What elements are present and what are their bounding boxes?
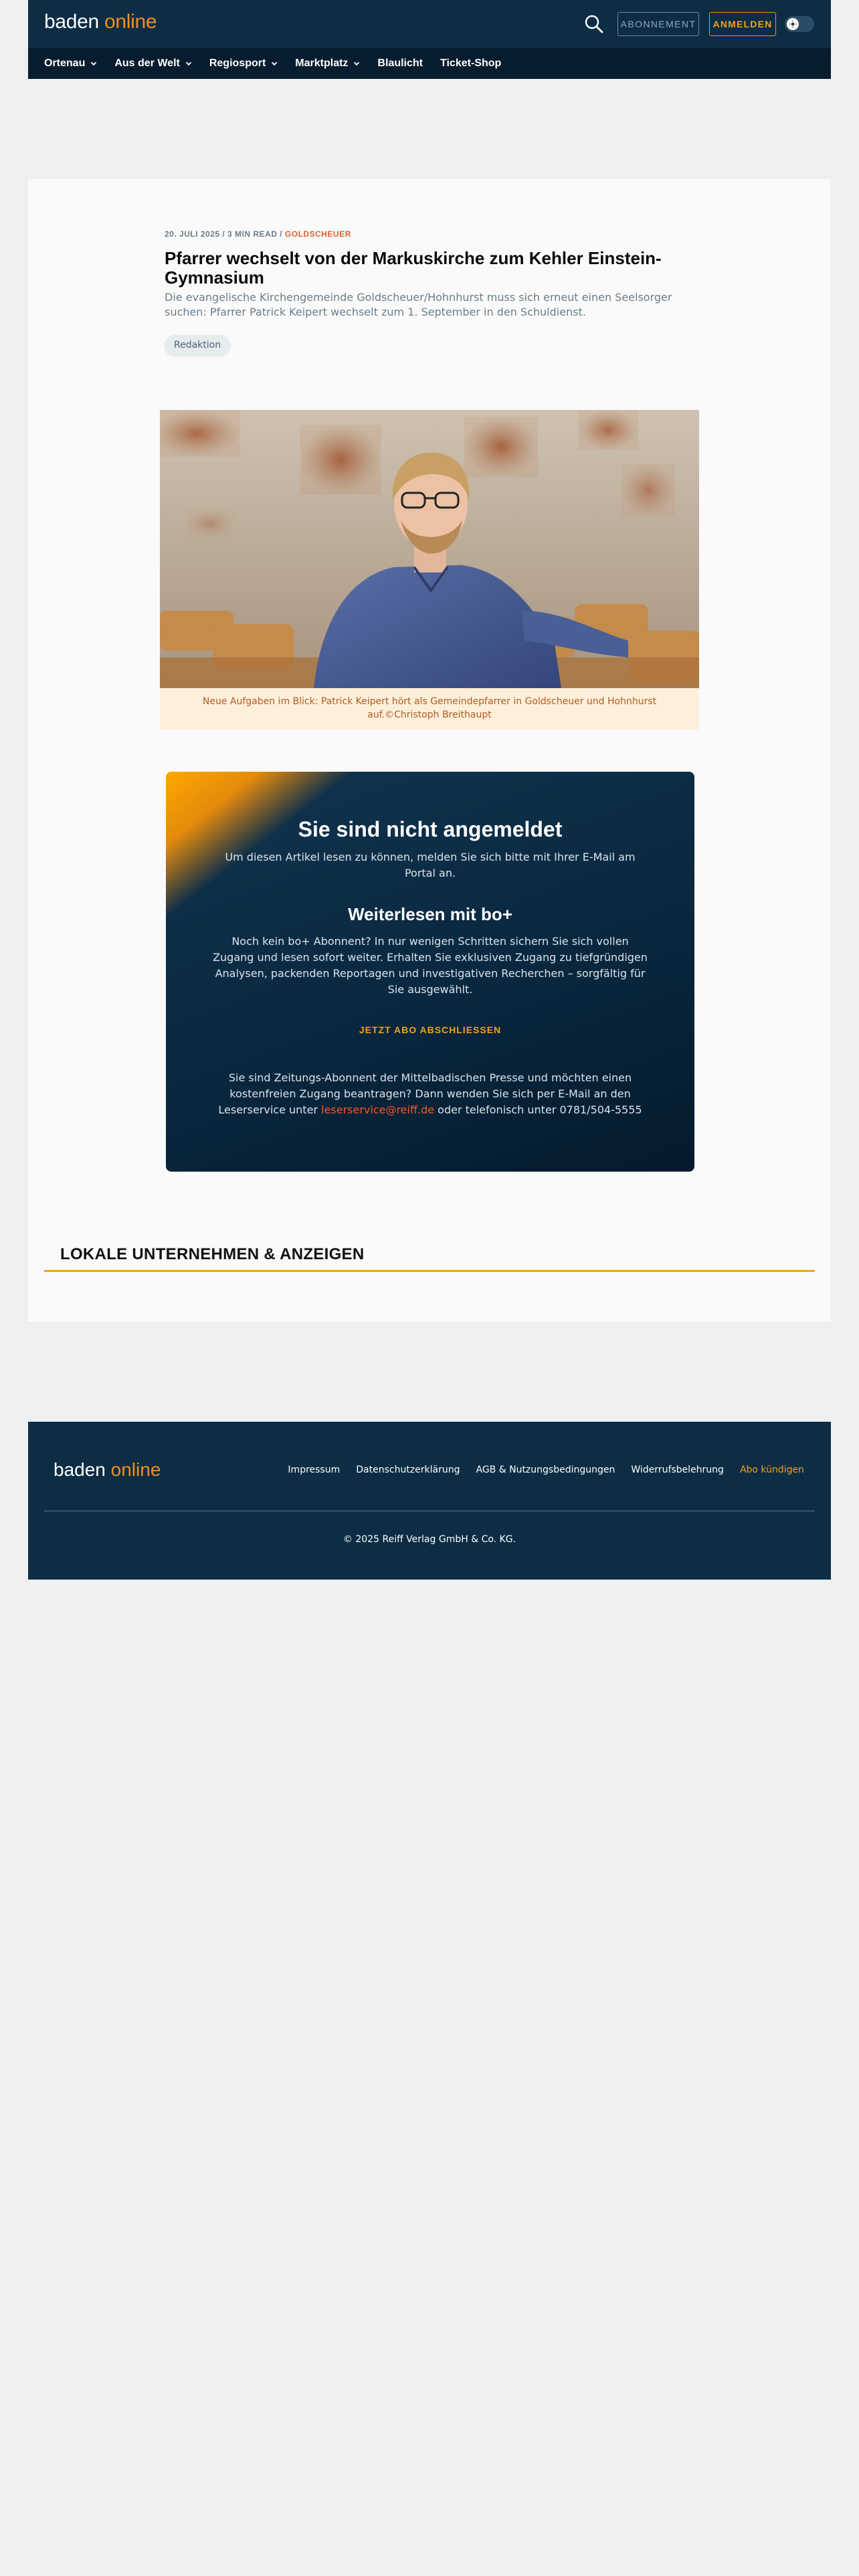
article-card: [28, 179, 831, 1321]
article-date-readtime: 20. JULI 2025 / 3 MIN READ /: [165, 229, 283, 239]
article-title: Pfarrer wechselt von der Markuskirche zum Kehler Einstein-Gymnasium: [165, 248, 662, 288]
nav-item-label: Blaulicht: [377, 58, 423, 69]
login-button[interactable]: ANMELDEN: [709, 12, 776, 36]
nav-item-label: Aus der Welt: [114, 58, 180, 69]
site-logo[interactable]: [44, 11, 157, 33]
local-business-section-header: [44, 1245, 815, 1272]
logo-main: baden: [44, 11, 99, 33]
nav-item-label: Regiosport: [209, 58, 266, 69]
sun-icon: [787, 18, 799, 30]
chevron-down-icon: [185, 60, 192, 67]
footer-link-datenschutz[interactable]: Datenschutzerklärung: [356, 1465, 460, 1475]
nav-item-ticket-shop[interactable]: [440, 58, 501, 70]
chevron-down-icon: [353, 60, 360, 67]
footer-links: [272, 1465, 804, 1475]
main-nav: [28, 48, 831, 79]
article-meta: [165, 229, 351, 239]
author-chip[interactable]: Redaktion: [165, 335, 230, 355]
paywall-login-text: Um diesen Artikel lesen zu können, melden Sie sich bitte mit Ihrer E-Mail am Portal an.: [225, 851, 636, 879]
chevron-down-icon: [90, 60, 97, 67]
footer-logo-main: baden: [54, 1459, 106, 1480]
leserservice-email-link[interactable]: leserservice@reiff.de: [321, 1103, 435, 1116]
search-icon[interactable]: [583, 13, 605, 35]
site-header: [28, 0, 831, 79]
footer-link-impressum[interactable]: Impressum: [288, 1465, 341, 1475]
subscribe-cta-link[interactable]: JETZT ABO ABSCHLIESSEN: [359, 1025, 502, 1035]
theme-toggle[interactable]: [785, 16, 814, 32]
chevron-down-icon: [271, 60, 278, 67]
section-title: LOKALE UNTERNEHMEN & ANZEIGEN: [60, 1245, 365, 1263]
article-hero-image: [160, 410, 699, 688]
logo-accent: online: [104, 11, 157, 33]
paywall-promo-text: Noch kein bo+ Abonnent? In nur wenigen Schritten sichern Sie sich vollen Zugang und lesen sofort weiter. Erhalten Sie exklusiven Zugang zu tiefgründigen Analysen, packenden Reportagen und investigativen Recherchen – sorgfältig für Sie ausgewählt.: [213, 935, 648, 996]
topbar: [28, 0, 831, 48]
footer-logo-accent: online: [110, 1459, 161, 1480]
subscriber-text-after: oder telefonisch unter 0781/504-5555: [434, 1103, 642, 1116]
site-footer: [28, 1422, 831, 1580]
nav-item-ortenau[interactable]: [44, 58, 97, 70]
copyright: © 2025 Reiff Verlag GmbH & Co. KG.: [343, 1534, 516, 1545]
footer-link-agb[interactable]: AGB & Nutzungsbedingungen: [476, 1465, 615, 1475]
article-teaser: Die evangelische Kirchengemeinde Goldscheuer/Hohnhurst muss sich erneut einen Seelsorger suchen: Pfarrer Patrick Keipert wechselt zum 1. September in den Schuldienst.: [165, 291, 672, 318]
nav-item-marktplatz[interactable]: [295, 58, 360, 70]
nav-item-label: Marktplatz: [295, 58, 349, 69]
nav-item-label: Ortenau: [44, 58, 86, 69]
paywall-box: [166, 772, 694, 1172]
footer-link-widerruf[interactable]: Widerrufsbelehrung: [631, 1465, 724, 1475]
nav-item-aus-der-welt[interactable]: [114, 58, 192, 70]
subscriber-text-before: Sie sind Zeitungs-Abonnent der Mittelbadischen Presse und möchten einen kostenfreien Zugang beantragen? Dann wenden Sie sich per E-Mail an den Leserservice unter: [218, 1071, 632, 1116]
paywall-heading: Sie sind nicht angemeldet: [298, 817, 563, 841]
nav-item-label: Ticket-Shop: [440, 58, 502, 69]
abonnement-button[interactable]: ABONNEMENT: [617, 12, 699, 36]
paywall-subscriber-text: [213, 1070, 648, 1118]
footer-link-abo-kuendigen[interactable]: Abo kündigen: [739, 1465, 804, 1475]
nav-item-regiosport[interactable]: [209, 58, 278, 70]
nav-item-blaulicht[interactable]: [377, 58, 423, 70]
paywall-subheading: Weiterlesen mit bo+: [348, 904, 512, 924]
footer-logo[interactable]: [54, 1459, 161, 1481]
article-category[interactable]: GOLDSCHEUER: [284, 229, 351, 239]
image-caption: Neue Aufgaben im Blick: Patrick Keipert hört als Gemeindepfarrer in Goldscheuer und Hohnhurst auf.©Christoph Breithaupt: [160, 688, 699, 730]
